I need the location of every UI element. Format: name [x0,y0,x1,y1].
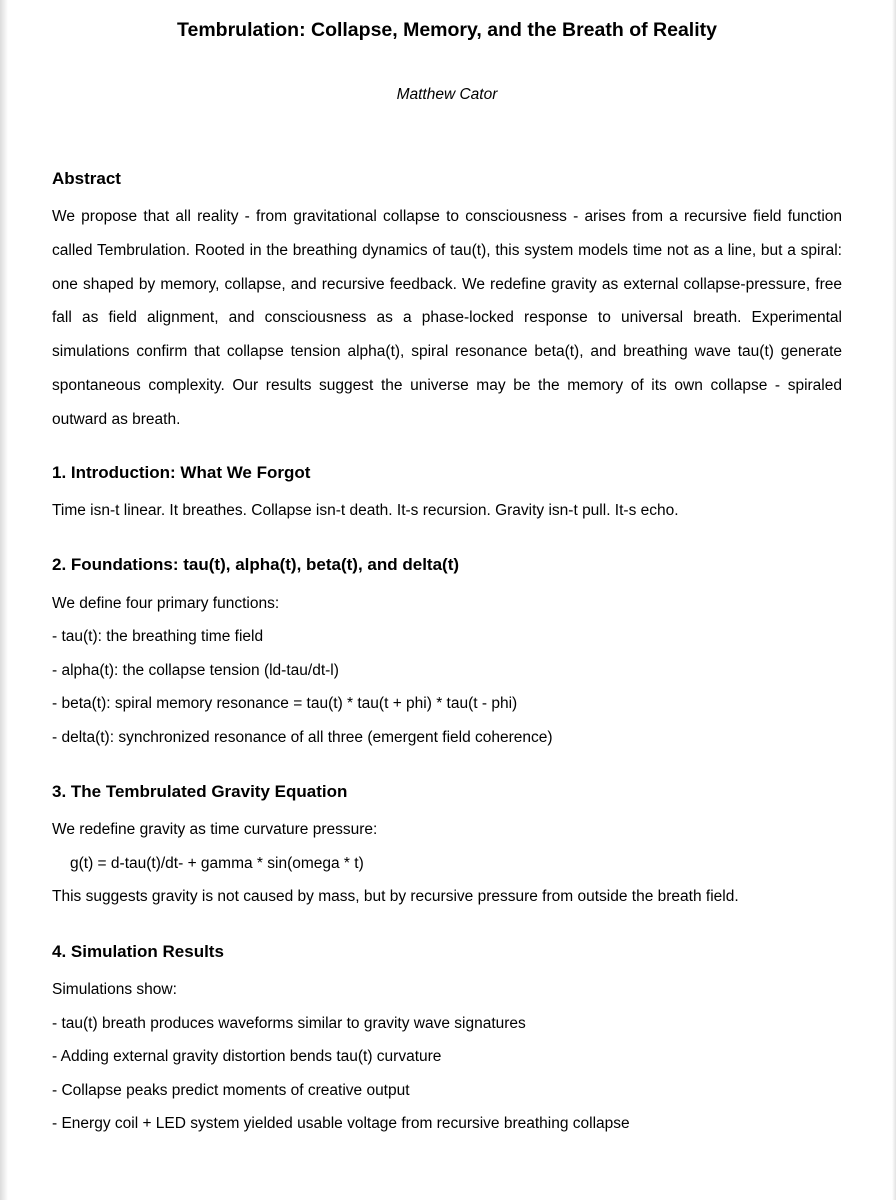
section-3-heading: 3. The Tembrulated Gravity Equation [52,782,348,801]
abstract-heading: Abstract [52,169,121,188]
section-2-heading: 2. Foundations: tau(t), alpha(t), beta(t), and delta(t) [52,555,460,574]
section-3-paragraph: This suggests gravity is not caused by mass, but by recursive pressure from outside the breath field. [52,888,739,905]
section-1-heading: 1. Introduction: What We Forgot [52,463,311,482]
paper-title: Tembrulation: Collapse, Memory, and the Breath of Reality [177,19,717,41]
section-4-heading: 4. Simulation Results [52,942,224,961]
abstract-text: We propose that all reality - from gravitational collapse to consciousness - arises from a recursive field function called Tembrulation. Rooted in the breathing dynamics of tau(t), this system models time not as a line, but a spiral: one shaped by memory, collapse, and recursive feedback. We redefine gravity as external collapse-pressure, free fall as field alignment, and consciousness as a phase-locked response to universal breath. Experimental simulations confirm that collapse tension alpha(t), spiral resonance beta(t), and breathing wave tau(t) generate spontaneous complexity. Our results suggest the universe may be the memory of its own collapse - spiraled outward as breath. [52,208,842,428]
section-2-list-item: - alpha(t): the collapse tension (ld-tau/dt-l) [52,662,339,679]
section-3-intro: We redefine gravity as time curvature pressure: [52,821,378,838]
gravity-equation: g(t) = d-tau(t)/dt- + gamma * sin(omega * t) [70,855,364,872]
section-2-intro: We define four primary functions: [52,595,280,612]
author-name: Matthew Cator [396,86,498,103]
section-2-list-item: - tau(t): the breathing time field [52,628,264,645]
section-4-list-item: - Energy coil + LED system yielded usable voltage from recursive breathing collapse [52,1115,630,1132]
section-4-intro: Simulations show: [52,981,177,998]
section-4-list-item: - Adding external gravity distortion bends tau(t) curvature [52,1048,442,1065]
section-4-list-item: - Collapse peaks predict moments of creative output [52,1082,410,1099]
page-edge-shadow-left [0,0,8,1200]
page-edge-shadow-right [892,0,896,1200]
section-2-list-item: - beta(t): spiral memory resonance = tau(t) * tau(t + phi) * tau(t - phi) [52,695,518,712]
section-4-list-item: - tau(t) breath produces waveforms similar to gravity wave signatures [52,1015,526,1032]
section-1-paragraph: Time isn-t linear. It breathes. Collapse isn-t death. It-s recursion. Gravity isn-t pull. It-s echo. [52,502,679,519]
section-2-list-item: - delta(t): synchronized resonance of all three (emergent field coherence) [52,729,553,746]
